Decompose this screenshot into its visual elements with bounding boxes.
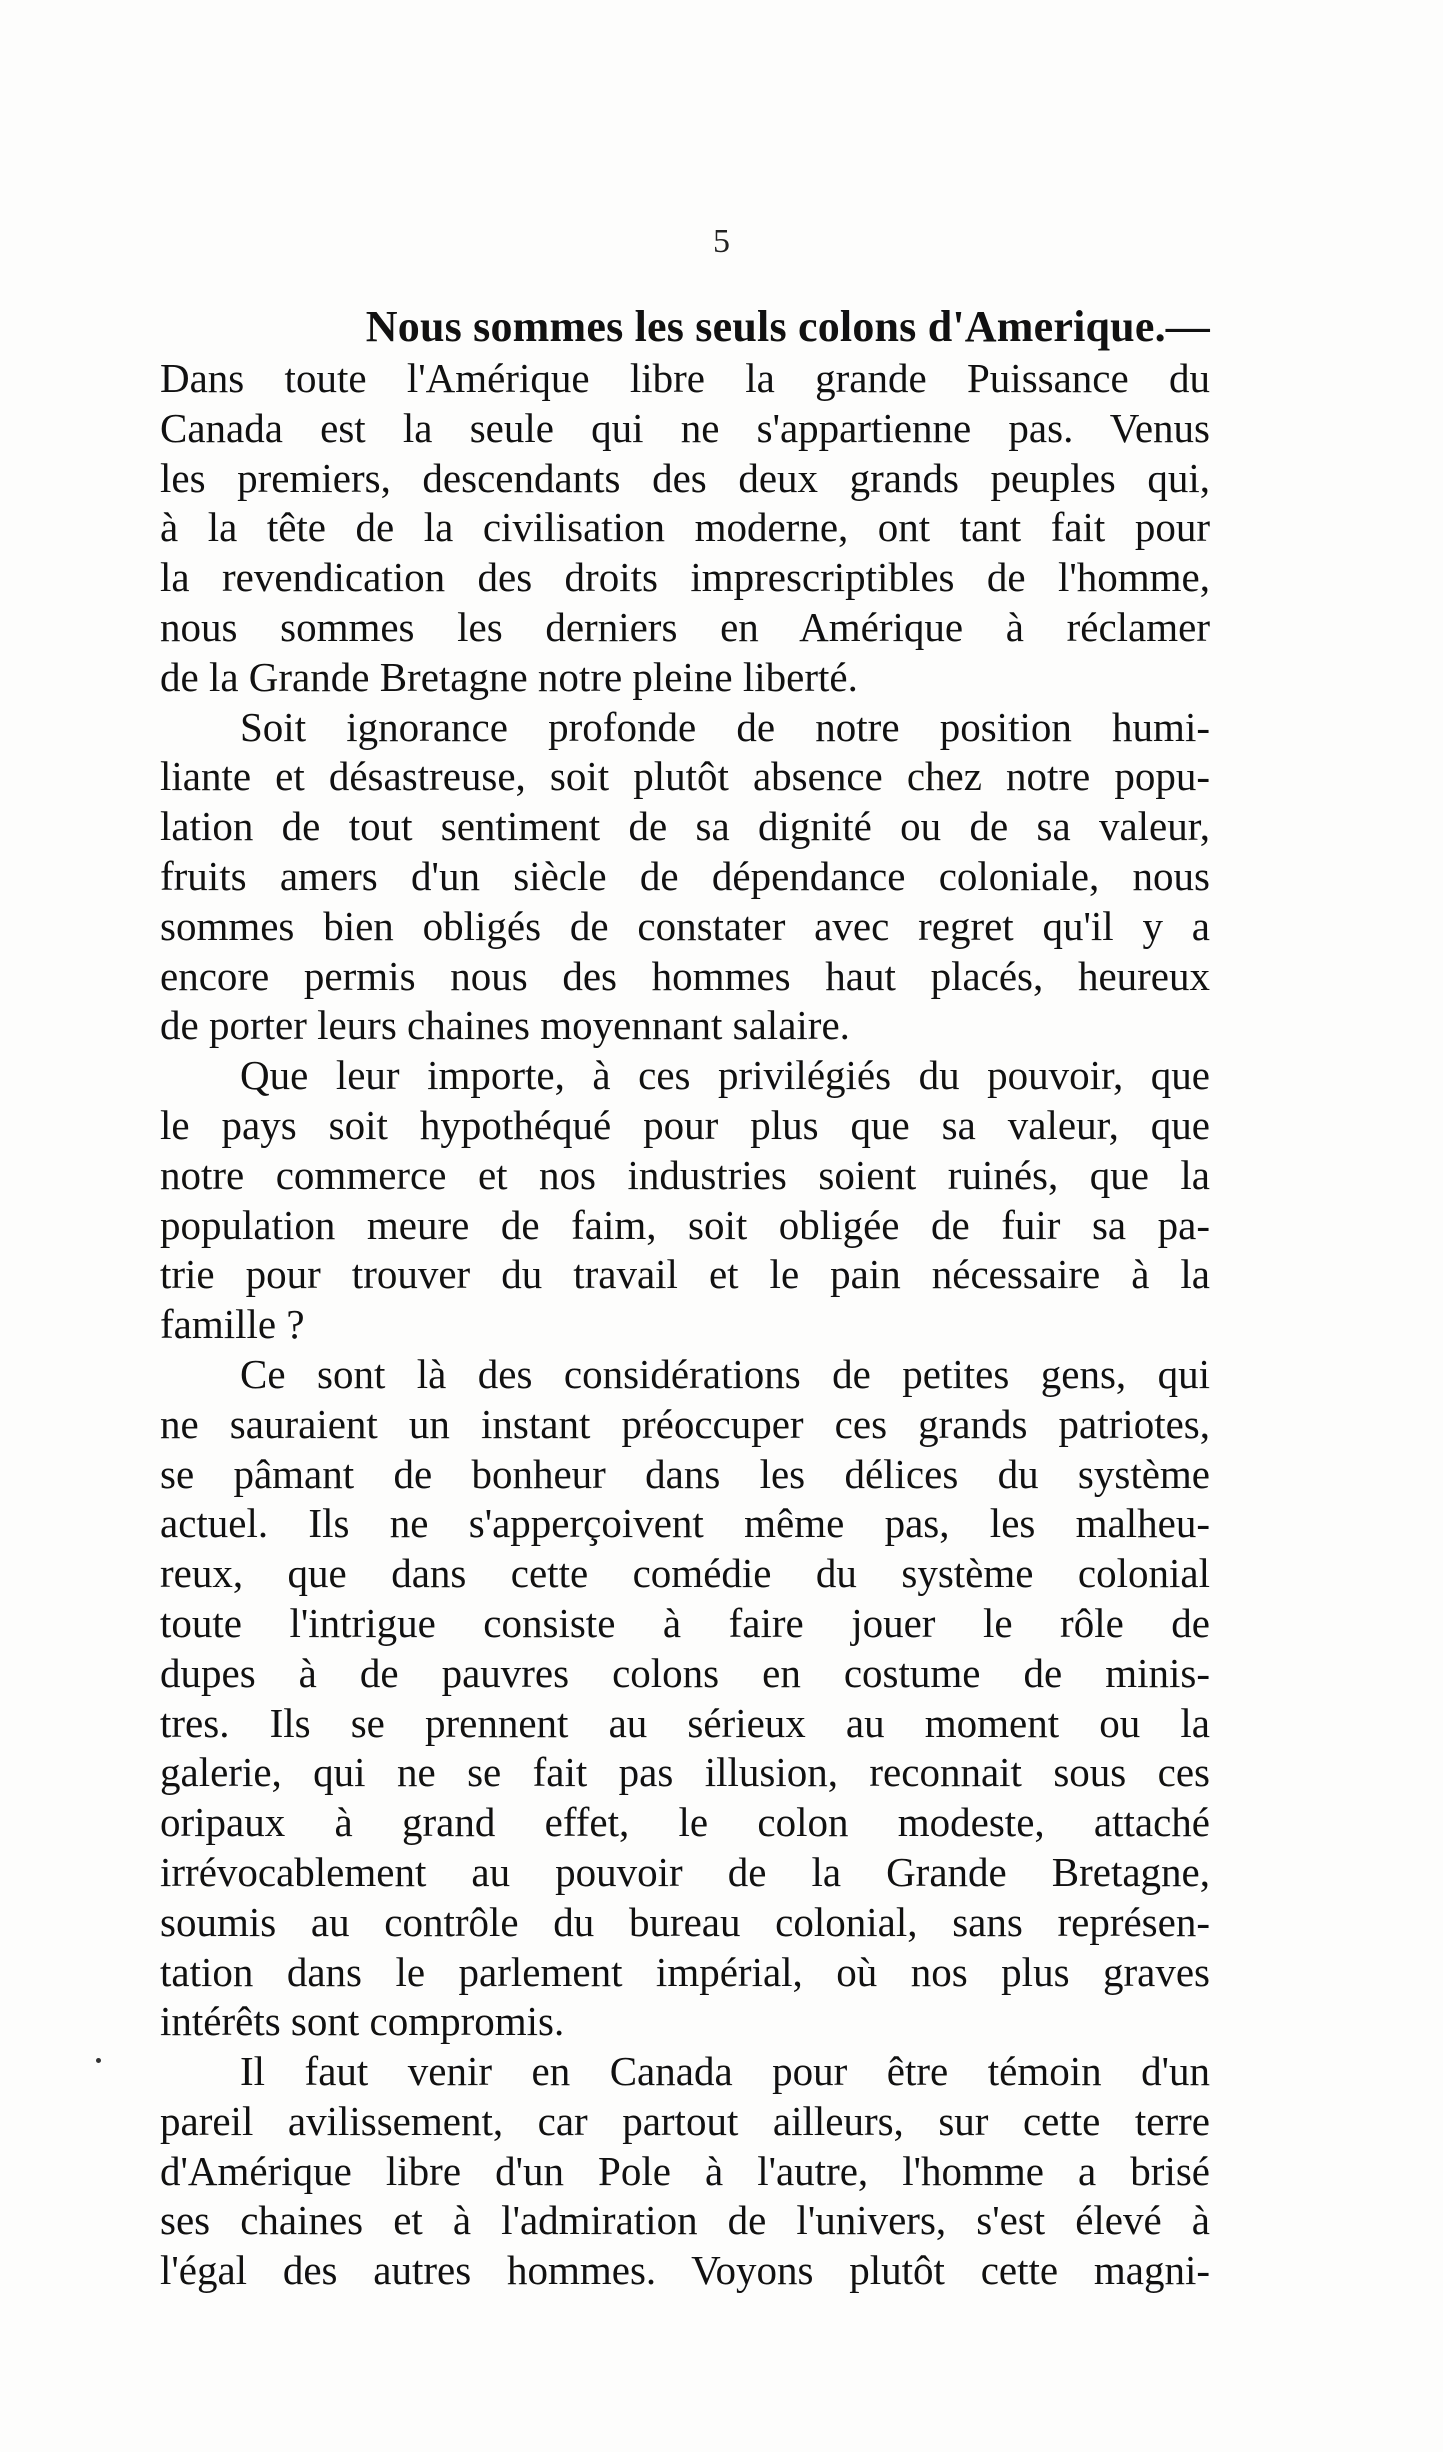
text-line: le pays soit hypothéqué pour plus que sa valeur, que [160,1101,1210,1148]
text-line: ses chaines et à l'admiration de l'univers, s'est élevé à [160,2197,1210,2244]
text-line: à la tête de la civilisation moderne, ont tant fait pour [160,504,1210,551]
text-line: irrévocablement au pouvoir de la Grande Bretagne, [160,1848,1210,1895]
paragraph [160,354,1210,703]
margin-speck [96,2058,101,2063]
text-line: trie pour trouver du travail et le pain nécessaire à la [160,1251,1210,1298]
text-line: soumis au contrôle du bureau colonial, sans représen- [160,1898,1210,1945]
text-line: pareil avilissement, car partout ailleurs, sur cette terre [160,2097,1210,2144]
text-line: ne sauraient un instant préoccuper ces grands patriotes, [160,1400,1210,1447]
text-line: Que leur importe, à ces privilégiés du pouvoir, que [240,1052,1210,1099]
text-line: encore permis nous des hommes haut placés, heureux [160,952,1210,999]
paragraph [160,1350,1210,2047]
text-line: Canada est la seule qui ne s'appartienne pas. Venus [160,404,1210,451]
text-line: oripaux à grand effet, le colon modeste, attaché [160,1799,1210,1846]
text-line: galerie, qui ne se fait pas illusion, reconnait sous ces [160,1749,1210,1796]
text-line: la revendication des droits imprescriptibles de l'homme, [160,554,1210,601]
text-line: liante et désastreuse, soit plutôt absence chez notre popu- [160,753,1210,800]
text-line: de porter leurs chaines moyennant salaire. [160,1002,850,1049]
text-line: actuel. Ils ne s'apperçoivent même pas, les malheu- [160,1500,1210,1547]
body-text [160,300,1210,2296]
section-heading: Nous sommes les seuls colons d'Amerique.— [365,302,1210,351]
text-line: de la Grande Bretagne notre pleine liberté. [160,653,858,700]
text-line: famille ? [160,1301,305,1348]
text-line: dupes à de pauvres colons en costume de minis- [160,1649,1210,1696]
text-line: Dans toute l'Amérique libre la grande Puissance du [160,355,1210,401]
text-line: tation dans le parlement impérial, où nos plus graves [160,1948,1210,1995]
text-line: fruits amers d'un siècle de dépendance coloniale, nous [160,852,1210,899]
text-line: notre commerce et nos industries soient ruinés, que la [160,1151,1210,1198]
text-line: Soit ignorance profonde de notre position humi- [240,703,1210,750]
paragraph [160,703,1210,1052]
text-line: toute l'intrigue consiste à faire jouer le rôle de [160,1599,1210,1646]
text-line: intérêts sont compromis. [160,1998,565,2045]
text-line: population meure de faim, soit obligée de fuir sa pa- [160,1201,1210,1248]
text-line: Il faut venir en Canada pour être témoin d'un [240,2048,1210,2095]
text-line: tres. Ils se prennent au sérieux au moment ou la [160,1699,1210,1746]
paragraph [160,2047,1210,2296]
paragraph [160,1051,1210,1350]
text-line: se pâmant de bonheur dans les délices du système [160,1450,1210,1497]
text-line: les premiers, descendants des deux grands peuples qui, [160,454,1210,501]
text-line: d'Amérique libre d'un Pole à l'autre, l'homme a brisé [160,2147,1210,2194]
page-number: 5 [713,223,730,260]
text-line: l'égal des autres hommes. Voyons plutôt cette magni- [160,2247,1210,2294]
text-line: nous sommes les derniers en Amérique à réclamer [160,603,1210,650]
text-line: Ce sont là des considérations de petites gens, qui [240,1350,1210,1397]
text-line: reux, que dans cette comédie du système colonial [160,1550,1210,1597]
text-line: lation de tout sentiment de sa dignité ou de sa valeur, [160,803,1210,850]
text-line: sommes bien obligés de constater avec regret qu'il y a [160,902,1210,949]
